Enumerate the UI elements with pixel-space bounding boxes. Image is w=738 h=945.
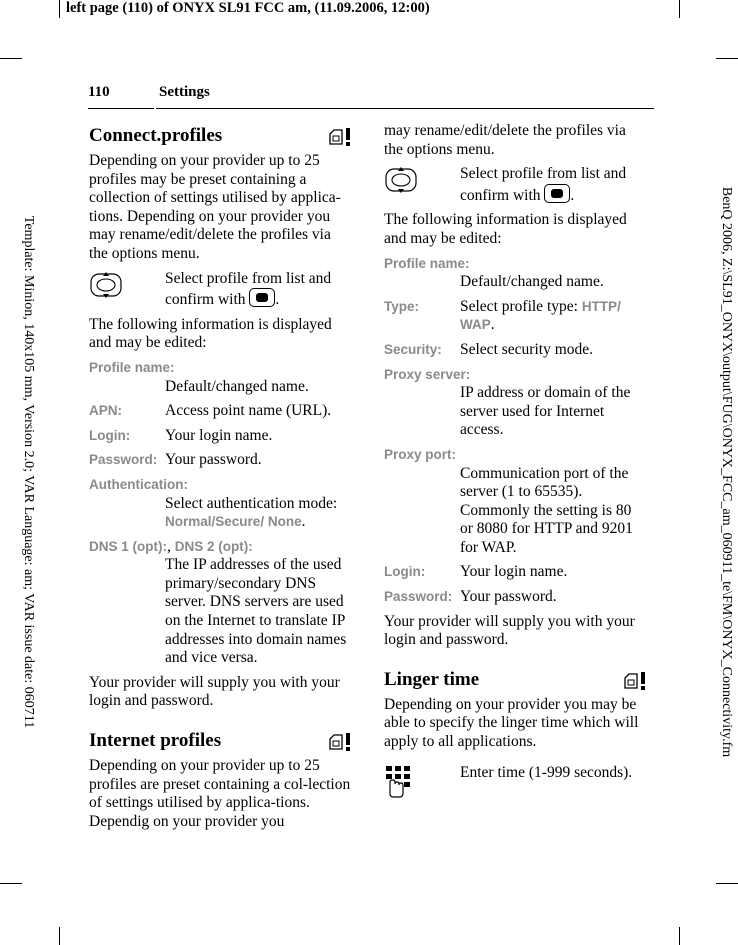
sim-exclamation-icon bbox=[620, 671, 648, 691]
page-header bbox=[88, 82, 654, 110]
option-normal: Normal bbox=[165, 514, 212, 530]
type-entry bbox=[384, 298, 648, 335]
info-intro: The following information is displayed and may be edited: bbox=[89, 315, 332, 352]
field-description: The IP addresses of the used primary/secondary DNS server. DNS servers are used on the Internet to translate IP addresses into domain names and vice versa. bbox=[165, 556, 347, 667]
print-header-note: left page (110) of ONYX SL91 FCC am, (11.09.2006, 12:00) bbox=[66, 0, 430, 16]
option-secure: Secure bbox=[215, 514, 261, 530]
crop-mark bbox=[716, 883, 738, 884]
field-label: Password: bbox=[384, 589, 453, 605]
connect-profiles-intro: Depending on your provider up to 25 profiles may be preset containing a collection of settings utilised by applica-tions. Depending on your provider you may rename/edit/delete the profiles via the options menu. bbox=[89, 152, 341, 262]
option-http: HTTP bbox=[581, 298, 618, 314]
crop-mark bbox=[679, 0, 680, 18]
field-description: Access point name (URL). bbox=[165, 402, 332, 420]
crop-mark bbox=[59, 927, 60, 945]
field-label: Password: bbox=[89, 452, 158, 468]
linger-time-heading bbox=[384, 668, 648, 692]
crop-mark bbox=[716, 58, 738, 59]
center-key-icon bbox=[249, 288, 275, 307]
field-label: Profile name: bbox=[89, 359, 175, 375]
center-key-icon bbox=[544, 184, 570, 203]
dns-entry: DNS 1 (opt):, DNS 2 (opt): The IP addresses of the used primary/secondary DNS server. DNS servers are used on the Internet to translate IP addresses into domain names and vice versa. bbox=[89, 538, 353, 668]
field-label: Profile name: bbox=[384, 255, 470, 271]
option-none: None bbox=[267, 514, 302, 530]
heading-text: Internet profiles bbox=[89, 730, 222, 752]
field-label: DNS 1 (opt): bbox=[89, 538, 167, 554]
instruction-end: . bbox=[570, 186, 575, 204]
instruction-text: Enter time (1-999 seconds). bbox=[460, 763, 633, 781]
proxy-server-entry bbox=[384, 366, 648, 440]
field-label: Proxy server: bbox=[384, 366, 471, 382]
instruction-row bbox=[384, 165, 648, 205]
sim-exclamation-icon bbox=[325, 127, 353, 147]
template-margin-note: Template: Minion, 140x105 mm, Version 2.0; VAR Language: am; VAR issue date: 060711 bbox=[21, 215, 36, 729]
field-label: Proxy port: bbox=[384, 446, 457, 462]
field-label: Security: bbox=[384, 341, 442, 357]
instruction-row bbox=[89, 270, 353, 310]
internet-profiles-intro: Depending on your provider up to 25 profiles are preset containing a col-lection of settings utilised by applica-tions. Dependig on your provider you bbox=[89, 757, 351, 830]
authentication-entry bbox=[89, 476, 353, 532]
instruction-text: Select profile from list and confirm with bbox=[460, 165, 627, 204]
instruction-row bbox=[384, 764, 648, 804]
nav-joystick-icon bbox=[384, 165, 418, 195]
internet-profiles-intro-cont: may rename/edit/delete the profiles via the options menu. bbox=[384, 122, 626, 158]
linger-time-intro: Depending on your provider you may be able to specify the linger time which will apply to all applications. bbox=[384, 695, 639, 751]
apn-entry bbox=[89, 402, 353, 421]
info-intro: The following information is displayed and may be edited: bbox=[384, 211, 627, 247]
field-description: Select security mode. bbox=[460, 340, 593, 358]
keypad-hand-icon bbox=[384, 764, 418, 798]
security-entry bbox=[384, 341, 648, 360]
field-label: APN: bbox=[89, 403, 122, 419]
proxy-port-entry bbox=[384, 446, 648, 558]
crop-mark bbox=[0, 883, 22, 884]
field-description: Communication port of the server (1 to 65535). Commonly the setting is 80 or 8080 for HTTP and 9201 for WAP. bbox=[460, 464, 633, 556]
field-label: Login: bbox=[89, 427, 131, 443]
header-rule bbox=[88, 108, 154, 109]
field-label: Type: bbox=[384, 298, 420, 314]
login-entry bbox=[89, 427, 353, 446]
profile-name-entry bbox=[384, 255, 648, 292]
field-description: Default/changed name. bbox=[165, 377, 309, 395]
password-entry bbox=[384, 588, 648, 607]
heading-text: Connect.profiles bbox=[89, 125, 223, 146]
nav-joystick-icon bbox=[89, 270, 123, 300]
crop-mark bbox=[679, 927, 680, 945]
section-title: Settings bbox=[159, 84, 210, 100]
field-label: Login: bbox=[384, 564, 426, 580]
file-path-margin-note: BenQ 2006, Z:\SL91_ONYX\output\FUG\ONYX_FCC_am_060911_te\FM\ONYX_Connectivity.fm bbox=[719, 186, 734, 758]
instruction-end: . bbox=[275, 291, 280, 309]
field-description: Select profile type: HTTP/ WAP. bbox=[460, 297, 621, 334]
sim-exclamation-icon bbox=[325, 732, 353, 752]
left-column bbox=[89, 122, 353, 837]
supply-note: Your provider will supply you with your login and password. bbox=[89, 673, 340, 710]
field-description: Your login name. bbox=[165, 426, 273, 444]
field-label: Authentication: bbox=[89, 476, 188, 492]
field-label: DNS 2 (opt): bbox=[174, 538, 253, 554]
internet-profiles-heading bbox=[89, 729, 353, 753]
option-wap: WAP bbox=[460, 317, 491, 333]
crop-mark bbox=[59, 0, 60, 18]
header-rule bbox=[156, 108, 654, 109]
field-description: Default/changed name. bbox=[460, 273, 604, 291]
login-entry bbox=[384, 563, 648, 582]
password-entry bbox=[89, 451, 353, 470]
field-description: Your login name. bbox=[460, 563, 568, 581]
connect-profiles-heading bbox=[89, 124, 353, 148]
field-description: IP address or domain of the server used for Internet access. bbox=[460, 384, 631, 439]
heading-text: Linger time bbox=[384, 668, 480, 690]
supply-note: Your provider will supply you with your login and password. bbox=[384, 612, 635, 649]
field-description: Select authentication mode: Normal/Secure/ None. bbox=[165, 494, 338, 531]
instruction-text: Select profile from list and confirm with bbox=[165, 269, 332, 309]
crop-mark bbox=[0, 58, 22, 59]
field-description: Your password. bbox=[165, 451, 262, 469]
profile-name-entry bbox=[89, 359, 353, 396]
right-column bbox=[384, 122, 648, 809]
field-description: Your password. bbox=[460, 588, 557, 606]
page-number: 110 bbox=[88, 84, 110, 100]
